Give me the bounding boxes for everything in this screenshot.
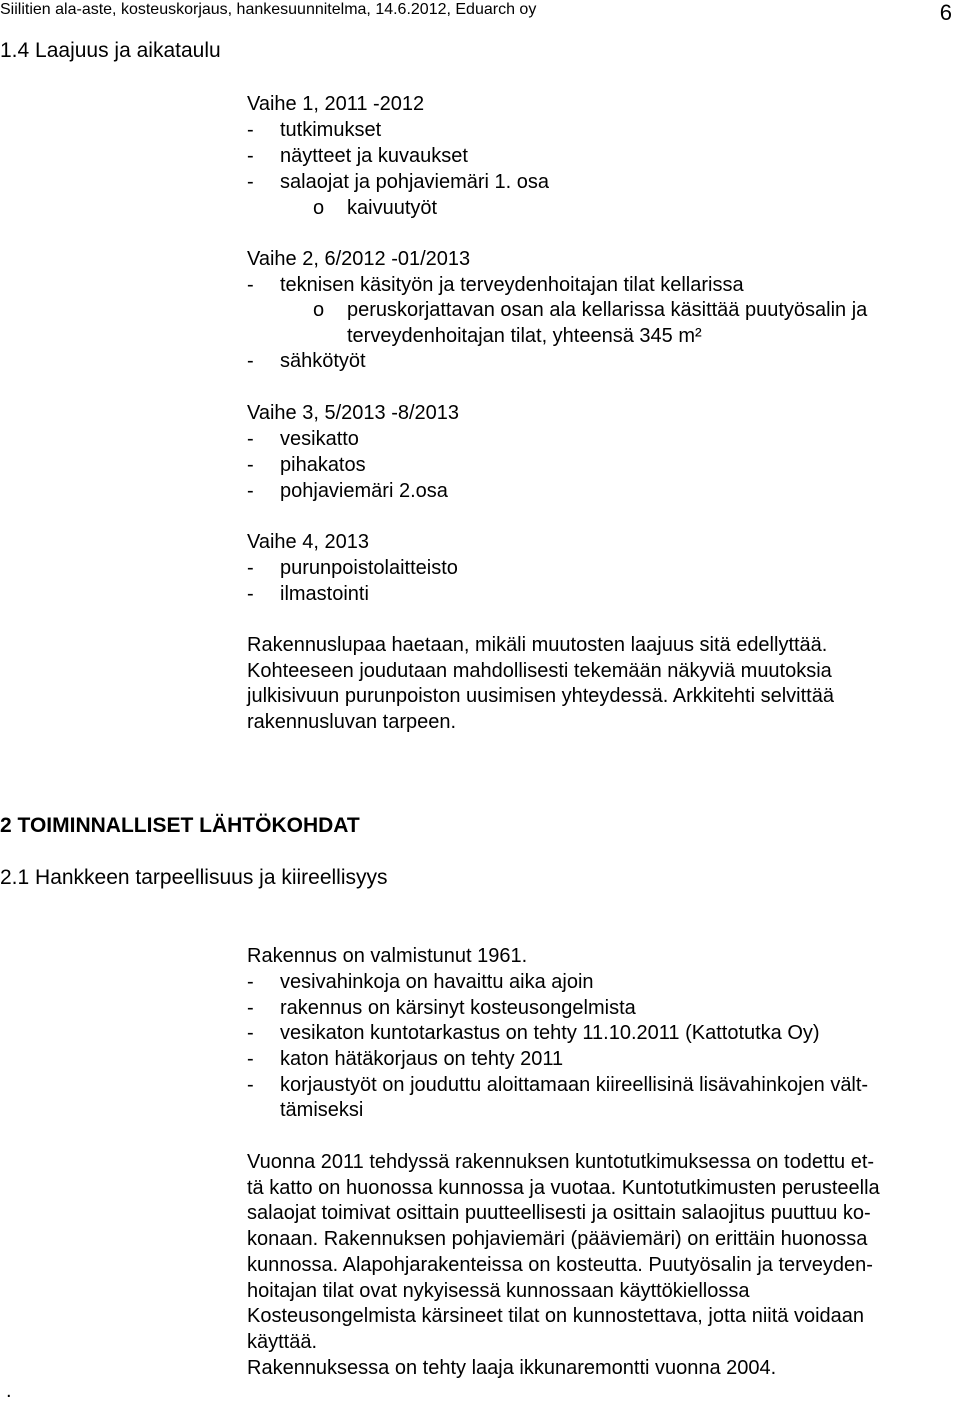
list-item-text: teknisen käsityön ja terveydenhoitajan tilat kellarissa — [280, 274, 744, 296]
list-item — [0, 1020, 960, 1046]
phase-3-title: Vaihe 3, 5/2013 -8/2013 — [247, 402, 460, 424]
list-item-text: tutkimukset — [280, 119, 382, 141]
page-number: 6 — [939, 0, 952, 25]
paragraph-building-permit — [247, 633, 834, 736]
bullet-dash: - — [247, 428, 254, 450]
list-item-text: tämiseksi — [280, 1099, 364, 1121]
list-item-text: vesikaton kuntotarkastus on tehty 11.10.2011 (Kattotutka Oy) — [280, 1022, 820, 1044]
list-item — [0, 969, 960, 995]
bullet-dash: - — [247, 274, 254, 296]
sub-list-item-text: peruskorjattavan osan ala kellarissa käsittää puutyösalin ja — [347, 299, 868, 321]
list-item-text: vesivahinkoja on havaittu aika ajoin — [280, 971, 594, 993]
list-item-text: korjaustyöt on jouduttu aloittamaan kiireellisinä lisävahinkojen vält- — [280, 1074, 869, 1096]
list-item — [0, 555, 960, 581]
paragraph-line: salaojat toimivat osittain puutteellisesti ja osittain salaojitus puuttuu ko- — [247, 1202, 871, 1225]
list-item — [0, 143, 960, 169]
list-item — [0, 348, 960, 374]
phase-2-title: Vaihe 2, 6/2012 -01/2013 — [247, 248, 471, 270]
list-item — [0, 426, 960, 452]
sub-list-item-text: terveydenhoitajan tilat, yhteensä 345 m² — [347, 325, 702, 347]
paragraph-line: kunnossa. Alapohjarakenteissa on kosteutta. Puutyösalin ja terveyden- — [247, 1253, 873, 1276]
list-item-continuation — [0, 1097, 960, 1123]
bullet-dash: - — [247, 350, 254, 372]
bullet-circle: o — [313, 197, 325, 219]
list-item-text: purunpoistolaitteisto — [280, 557, 458, 579]
list-item-text: rakennus on kärsinyt kosteusongelmista — [280, 997, 636, 1019]
paragraph-condition-survey — [247, 1150, 880, 1381]
list-item-text: salaojat ja pohjaviemäri 1. osa — [280, 171, 550, 193]
bullet-dash: - — [247, 557, 254, 579]
list-item-text: sähkötyöt — [280, 350, 366, 372]
paragraph-line: Kosteusongelmista kärsineet tilat on kunnostettava, jotta niitä voidaan — [247, 1305, 865, 1328]
list-item — [0, 1072, 960, 1098]
intro-line: Rakennus on valmistunut 1961. — [247, 945, 528, 967]
list-item — [0, 117, 960, 143]
section-heading-1-4: 1.4 Laajuus ja aikataulu — [0, 39, 221, 62]
bullet-dash: - — [247, 454, 254, 476]
list-item-text: vesikatto — [280, 428, 359, 450]
list-item — [0, 478, 960, 504]
bullet-dash: - — [247, 1074, 254, 1096]
bullet-dash: - — [247, 971, 254, 993]
list-item — [0, 1046, 960, 1072]
section-heading-2-1: 2.1 Hankkeen tarpeellisuus ja kiireellisyys — [0, 866, 388, 889]
list-item — [0, 452, 960, 478]
list-item-text: ilmastointi — [280, 583, 369, 605]
bullet-dash: - — [247, 1022, 254, 1044]
bullet-dash: - — [247, 1048, 254, 1070]
bullet-circle: o — [313, 299, 325, 321]
sub-list-item — [0, 297, 960, 323]
paragraph-line: konaan. Rakennuksen pohjaviemäri (pääviemäri) on erittäin huonossa — [247, 1228, 868, 1251]
phase-4-title: Vaihe 4, 2013 — [247, 531, 369, 553]
bullet-dash: - — [247, 171, 254, 193]
bullet-dash: - — [247, 119, 254, 141]
bullet-dash: - — [247, 145, 254, 167]
paragraph-line: julkisivuun purunpoiston uusimisen yhteydessä. Arkkitehti selvittää — [247, 685, 834, 708]
list-item — [0, 169, 960, 195]
list-item-text: pohjaviemäri 2.osa — [280, 480, 448, 502]
bullet-dash: - — [247, 480, 254, 502]
paragraph-line: Kohteeseen joudutaan mahdollisesti tekemään näkyviä muutoksia — [247, 659, 832, 682]
paragraph-line: Rakennuslupaa haetaan, mikäli muutosten laajuus sitä edellyttää. — [247, 634, 828, 656]
list-item-text: näytteet ja kuvaukset — [280, 145, 468, 167]
phase-1-title: Vaihe 1, 2011 -2012 — [247, 93, 425, 115]
bullet-dash: - — [247, 583, 254, 605]
sub-list-item — [0, 195, 960, 221]
paragraph-line: rakennusluvan tarpeen. — [247, 711, 457, 734]
sub-list-item-continuation — [0, 323, 960, 349]
paragraph-line: Rakennuksessa on tehty laaja ikkunaremontti vuonna 2004. — [247, 1356, 777, 1379]
list-item — [0, 995, 960, 1021]
bullet-dash: - — [247, 997, 254, 1019]
footer-dot: . — [6, 1380, 12, 1402]
list-item-text: pihakatos — [280, 454, 366, 476]
sub-list-item-text: kaivuutyöt — [347, 197, 438, 219]
paragraph-line: hoitajan tilat ovat nykyisessä kunnossaan käyttökiellossa — [247, 1279, 750, 1302]
list-item-text: katon hätäkorjaus on tehty 2011 — [280, 1048, 564, 1070]
running-header: Siilitien ala-aste, kosteuskorjaus, hankesuunnitelma, 14.6.2012, Eduarch oy — [0, 1, 537, 18]
paragraph-line: käyttää. — [247, 1330, 318, 1353]
list-item — [0, 581, 960, 607]
section-heading-2: 2 TOIMINNALLISET LÄHTÖKOHDAT — [0, 814, 360, 837]
paragraph-line: Vuonna 2011 tehdyssä rakennuksen kuntotutkimuksessa on todettu et- — [247, 1151, 875, 1173]
paragraph-line: tä katto on huonossa kunnossa ja vuotaa. Kuntotutkimusten perusteella — [247, 1176, 880, 1199]
list-item — [0, 272, 960, 298]
